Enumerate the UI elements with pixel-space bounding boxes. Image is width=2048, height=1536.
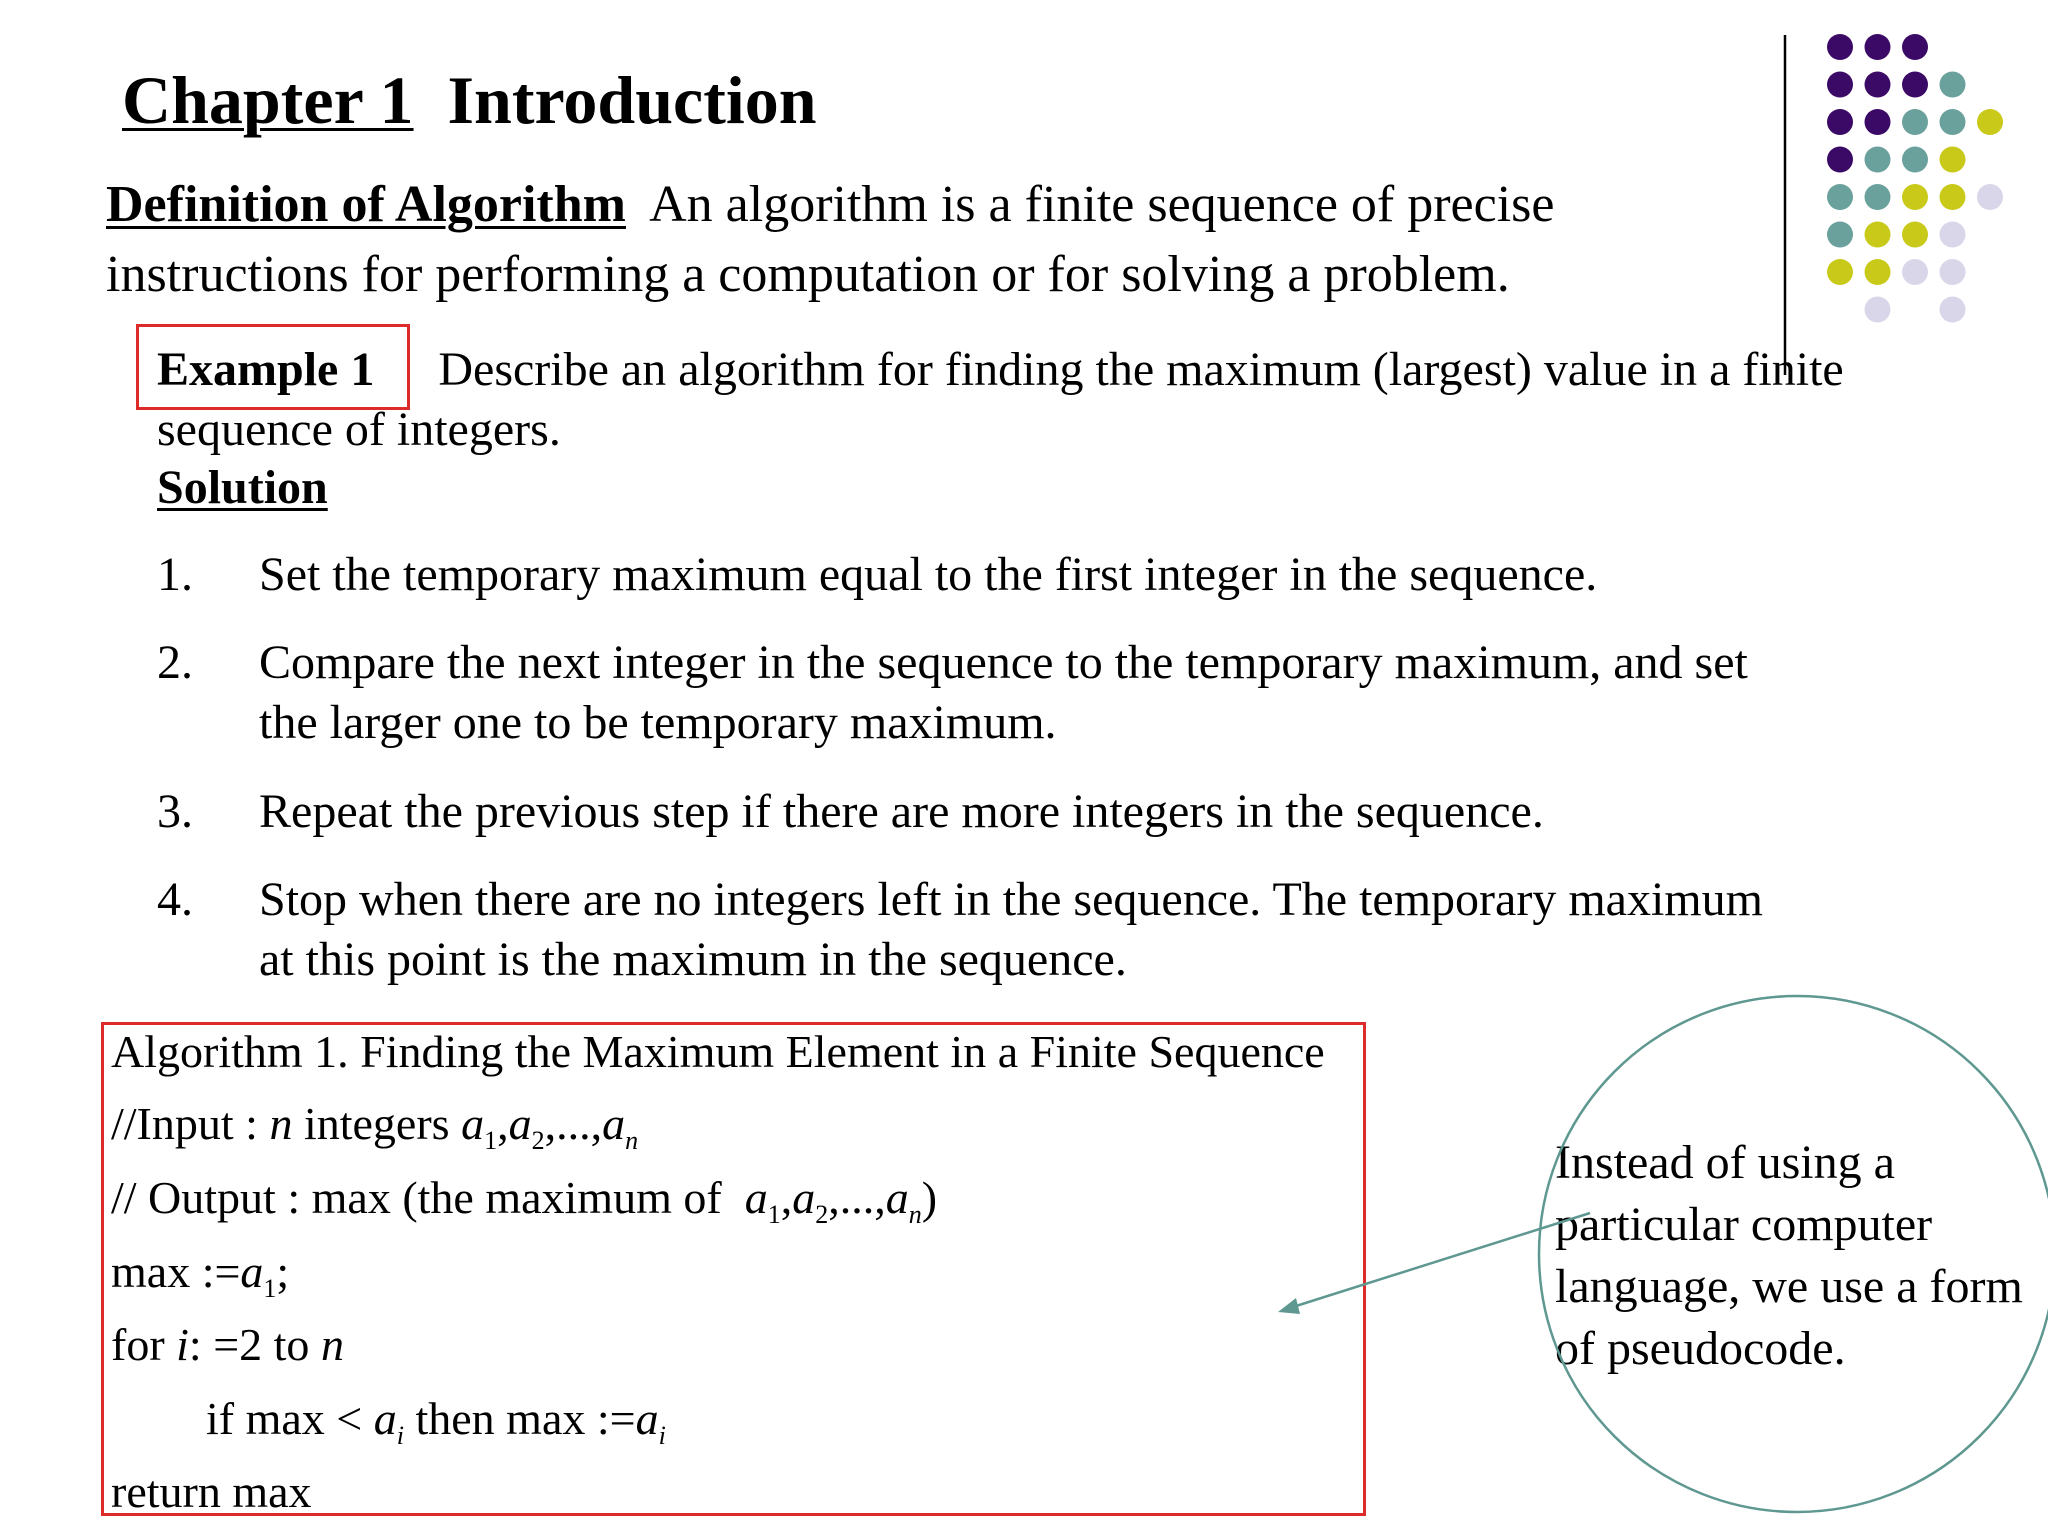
algorithm-input-line: //Input : n integers $a_1,a_2,...,a_n$ xyxy=(111,1098,639,1155)
decorative-dot xyxy=(1940,72,1966,98)
step-text: Set the temporary maximum equal to the first integer in the sequence. xyxy=(259,548,1598,601)
decorative-dot xyxy=(1865,109,1891,135)
step-number: 3. xyxy=(157,785,193,838)
decorative-dot xyxy=(1940,297,1966,323)
algorithm-output-line: // Output : max (the maximum of $a_1,a_2,...,a_n$) xyxy=(111,1172,938,1229)
example-label: Example 1 xyxy=(157,343,375,396)
step-text: Stop when there are no integers left in the sequence. The temporary maximum xyxy=(259,873,1763,926)
decorative-dot xyxy=(1827,147,1853,173)
decorative-dot xyxy=(1865,72,1891,98)
decorative-dot xyxy=(1827,184,1853,210)
callout-circle xyxy=(1539,996,2048,1512)
example-text-1: Describe an algorithm for finding the maximum (largest) value in a finite xyxy=(438,343,1844,396)
decorative-dot xyxy=(1865,184,1891,210)
step-number: 4. xyxy=(157,873,193,926)
decorative-dot xyxy=(1827,259,1853,285)
decorative-dot xyxy=(1977,109,2003,135)
decorative-dot xyxy=(1977,184,2003,210)
decorative-dot xyxy=(1827,34,1853,60)
algorithm-return-line: return max xyxy=(111,1466,312,1517)
algorithm-if-line: if $\max < a_i$ then $\max :=a_i$ xyxy=(206,1393,666,1450)
dot-grid xyxy=(1827,34,2003,323)
step-text-continued: the larger one to be temporary maximum. xyxy=(259,696,1057,749)
decorative-dot xyxy=(1902,34,1928,60)
decorative-dot xyxy=(1940,184,1966,210)
decorative-dot xyxy=(1902,147,1928,173)
decorative-dot xyxy=(1827,72,1853,98)
decorative-dot xyxy=(1827,109,1853,135)
decorative-dot xyxy=(1865,297,1891,323)
solution-label: Solution xyxy=(157,461,328,514)
decorative-dot xyxy=(1902,109,1928,135)
decorative-dot xyxy=(1865,222,1891,248)
step-number: 2. xyxy=(157,636,193,689)
decorative-dot xyxy=(1827,222,1853,248)
step-text: Repeat the previous step if there are more integers in the sequence. xyxy=(259,785,1544,838)
decorative-dot xyxy=(1902,222,1928,248)
chapter-name: Introduction xyxy=(447,62,817,138)
decorative-dot xyxy=(1865,259,1891,285)
decorative-dot xyxy=(1940,222,1966,248)
chapter-label: Chapter 1 xyxy=(122,62,414,138)
step-text-continued: at this point is the maximum in the sequence. xyxy=(259,933,1127,986)
decorative-dot xyxy=(1940,147,1966,173)
callout-text: Instead of using a particular computer language, we use a form of pseudocode. xyxy=(1555,1136,2023,1375)
decorative-dot xyxy=(1940,259,1966,285)
decorative-dot xyxy=(1902,72,1928,98)
decorative-dot xyxy=(1902,259,1928,285)
example-text-2: sequence of integers. xyxy=(157,403,561,456)
definition-text: An algorithm is a finite sequence of precise instructions for performing a computation or for solving a problem. xyxy=(106,176,1555,303)
definition-term: Definition of Algorithm xyxy=(106,176,626,233)
algorithm-title: Algorithm 1. Finding the Maximum Element in a Finite Sequence xyxy=(111,1026,1325,1077)
decorative-dot xyxy=(1902,184,1928,210)
step-number: 1. xyxy=(157,548,193,601)
callout-arrow-head xyxy=(1278,1298,1300,1314)
algorithm-for-line: for i: =2 to n xyxy=(111,1319,344,1370)
callout-arrow xyxy=(1296,1213,1590,1306)
algorithm-assign-line: $\max :=a_1$; xyxy=(111,1246,290,1303)
step-text: Compare the next integer in the sequence to the temporary maximum, and set xyxy=(259,636,1748,689)
decorative-dot xyxy=(1865,147,1891,173)
decorative-dot xyxy=(1865,34,1891,60)
decorative-dot xyxy=(1940,109,1966,135)
